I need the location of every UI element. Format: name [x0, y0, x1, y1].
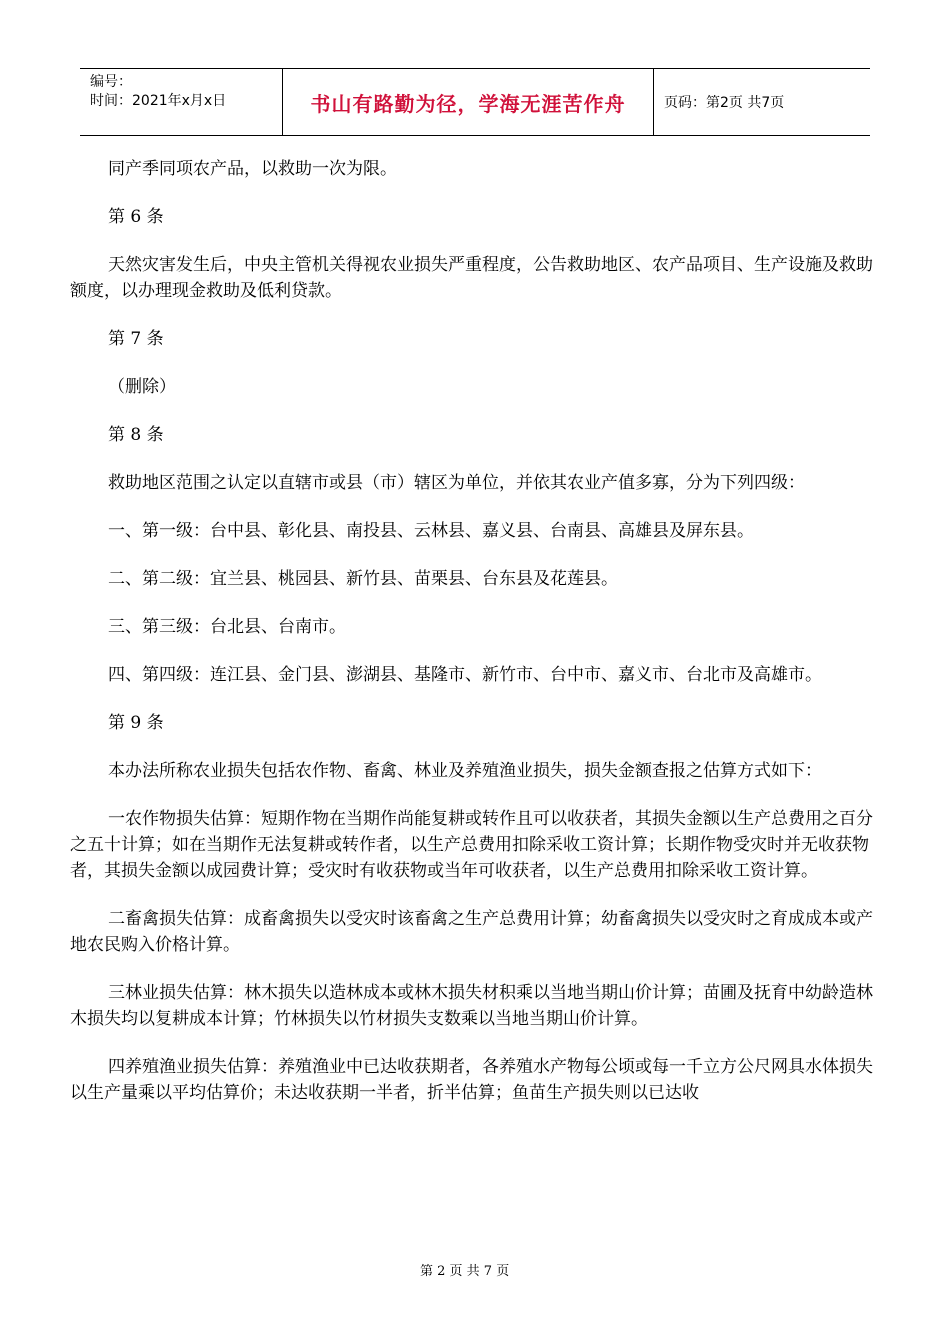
paragraph: 本办法所称农业损失包括农作物、畜禽、林业及养殖渔业损失，损失金额查报之估算方式如下： — [108, 761, 822, 781]
list-item: 一农作物损失估算：短期作物在当期作尚能复耕或转作且可以收获者，其损失金额以生产总费用之百分之五十计算；如在当期作无法复耕或转作者，以生产总费用扣除采收工资计算；长期作物受灾时并无收获物者，其损失金额以成园费计算；受灾时有收获物或当年可收获者，以生产总费用扣除采收工资计算。 — [70, 809, 873, 881]
list-item: 二畜禽损失估算：成畜禽损失以受灾时该畜禽之生产总费用计算；幼畜禽损失以受灾时之育成成本或产地农民购入价格计算。 — [70, 909, 873, 955]
list-item: 三林业损失估算：林木损失以造林成本或林木损失材积乘以当地当期山价计算；苗圃及抚育中幼龄造林木损失均以复耕成本计算；竹林损失以竹材损失支数乘以当地当期山价计算。 — [70, 983, 873, 1029]
header-motto: 书山有路勤为径，学海无涯苦作舟 — [282, 69, 654, 135]
paragraph: 救助地区范围之认定以直辖市或县（市）辖区为单位，并依其农业产值多寡，分为下列四级： — [108, 473, 805, 493]
list-item: 二、第二级：宜兰县、桃园县、新竹县、苗栗县、台东县及花莲县。 — [108, 569, 618, 589]
header-time-label: 时间：2021年x月x日 — [90, 93, 227, 109]
article-heading: 第 8 条 — [108, 425, 164, 445]
document-body — [70, 156, 878, 1128]
header-number-label: 编号： — [90, 74, 132, 90]
paragraph: （删除） — [108, 377, 176, 397]
list-item: 四养殖渔业损失估算：养殖渔业中已达收获期者，各养殖水产物每公顷或每一千立方公尺网具水体损失以生产量乘以平均估算价；未达收获期一半者，折半估算；鱼苗生产损失则以已达收 — [70, 1057, 873, 1103]
paragraph: 同产季同项农产品，以救助一次为限。 — [108, 159, 397, 179]
article-heading: 第 7 条 — [108, 329, 164, 349]
article-heading: 第 6 条 — [108, 207, 164, 227]
list-item: 四、第四级：连江县、金门县、澎湖县、基隆市、新竹市、台中市、嘉义市、台北市及高雄市。 — [108, 665, 822, 685]
list-item: 一、第一级：台中县、彰化县、南投县、云林县、嘉义县、台南县、高雄县及屏东县。 — [108, 521, 754, 541]
paragraph: 天然灾害发生后，中央主管机关得视农业损失严重程度，公告救助地区、农产品项目、生产设施及救助额度，以办理现金救助及低利贷款。 — [70, 255, 873, 301]
article-heading: 第 9 条 — [108, 713, 164, 733]
header-meta — [80, 69, 282, 135]
page-footer: 第 2 页 共 7 页 — [420, 1264, 510, 1279]
list-item: 三、第三级：台北县、台南市。 — [108, 617, 346, 637]
header-page-info: 页码：第2页 共7页 — [664, 95, 785, 111]
page-header — [80, 68, 870, 136]
